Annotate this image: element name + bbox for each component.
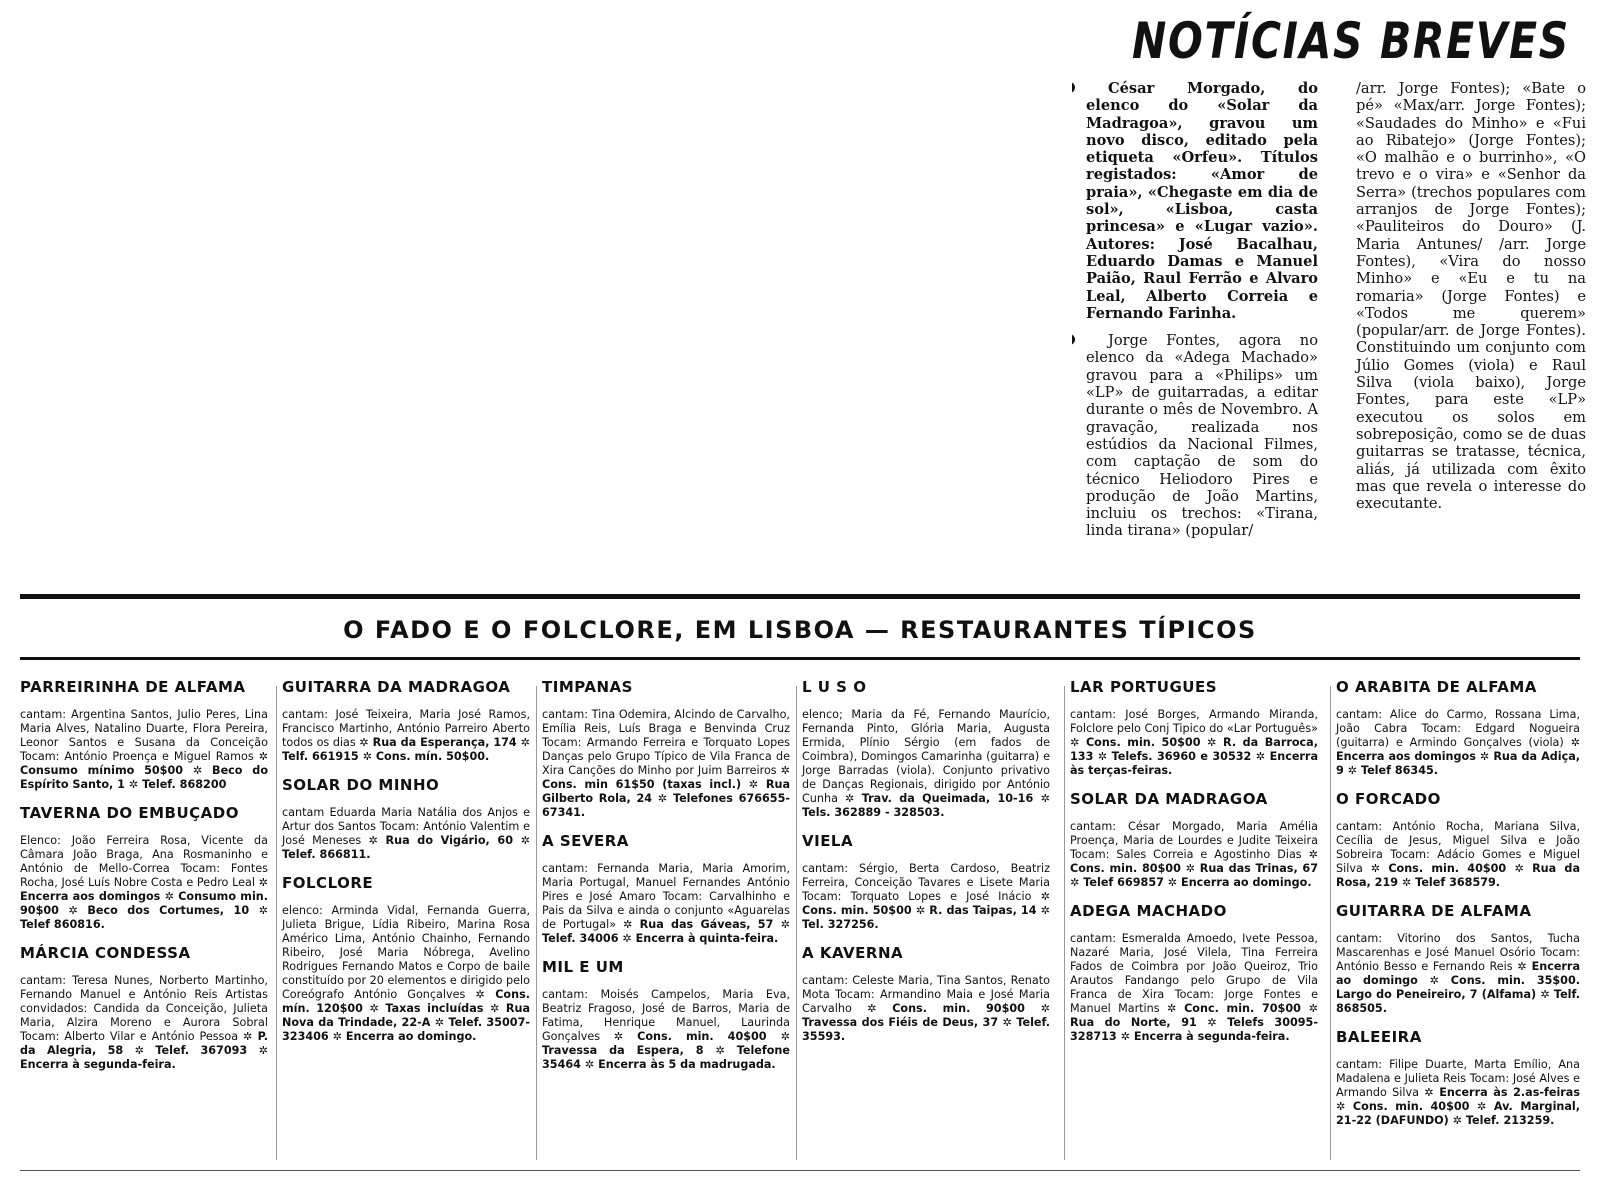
restaurant-cast: cantam Eduarda Maria Natália dos Anjos e Artur dos Santos Tocam: António Valentim e José Meneses <box>282 806 530 847</box>
news-item <box>1086 332 1318 540</box>
restaurant-details: ✲ Cons. min. 40$00 ✲ Travessa da Espera, 8 ✲ Telefone 35464 ✲ Encerra às 5 da madrugada. <box>542 1030 790 1071</box>
divider-rule <box>20 594 1580 599</box>
restaurant-details: ✲ Conc. min. 70$00 ✲ Rua do Norte, 91 ✲ Telefs 30095-328713 ✲ Encerra à segunda-feira. <box>1070 1002 1318 1043</box>
restaurant-text <box>1336 708 1580 778</box>
restaurant-text <box>1336 820 1580 890</box>
restaurant-name: FOLCLORE <box>282 874 374 892</box>
restaurant-name: A KAVERNA <box>802 944 904 962</box>
restaurant-cast: elenco; Maria da Fé, Fernando Maurício, Fernanda Pinto, Glória Maria, Augusta Ermida, Plínio Sérgio (em fados de Coimbra), Domingos Camarinha (guitarra) e Jorge Barradas (viola). Conjunto privativo de Danças Regionais, dirigido por António Cunha <box>802 708 1050 805</box>
restaurant-details: ✲ P. da Alegria, 58 ✲ Telef. 367093 ✲ Encerra à segunda-feira. <box>20 1030 269 1071</box>
restaurant-cast: cantam: César Morgado, Maria Amélia Proença, Maria de Lourdes e Judite Teixeira Tocam: Sales Correia e Agostinho Dias <box>1070 820 1318 861</box>
restaurant-details: ✲ Cons. min. 90$00 ✲ Travessa dos Fiéis de Deus, 37 ✲ Telef. 35593. <box>802 1002 1050 1043</box>
restaurant-entry <box>542 958 790 1072</box>
restaurant-entry <box>1336 678 1580 778</box>
restaurant-cast: cantam: Argentina Santos, Julio Peres, Lina Maria Alves, Natalino Duarte, Flora Pereira, Leonor Santos e Susana da Conceição Tocam: António Proença e Miguel Ramos <box>20 708 268 763</box>
restaurant-name: L U S O <box>802 678 867 696</box>
restaurant-cast: Elenco: João Ferreira Rosa, Vicente da Câmara João Braga, Ana Rosmaninho e António de Mello-Correa Tocam: Fontes Rocha, José Luís Nobre Costa e Pedro Leal <box>20 834 268 889</box>
restaurant-cast: cantam: Esmeralda Amoedo, Ivete Pessoa, Nazaré Maria, José Vilela, Tina Ferreira Fados de Coimbra por João Queiroz, Trio Arautos Fandango pelo Grupo de Vila Franca de Xira Tocam: Jorge Fontes e Manuel Martins <box>1070 932 1318 1015</box>
restaurant-name: TAVERNA DO EMBUÇADO <box>20 804 239 822</box>
restaurant-column-4 <box>802 678 1050 1056</box>
restaurant-details: ✲ Cons. min. 50$00 ✲ R. da Barroca, 133 ✲ Telefs. 36960 e 30532 ✲ Encerra às terças-feiras. <box>1070 736 1318 777</box>
restaurant-text <box>1070 932 1318 1044</box>
restaurant-column-5 <box>1070 678 1318 1056</box>
restaurant-name: SOLAR DO MINHO <box>282 776 440 794</box>
restaurant-entry <box>20 944 268 1072</box>
news-item <box>1086 80 1318 322</box>
column-divider <box>536 686 537 1160</box>
restaurant-text <box>1070 708 1318 778</box>
restaurant-details: ✲ Cons. min. 40$00 ✲ Rua da Rosa, 219 ✲ Telef 368579. <box>1336 862 1580 889</box>
restaurant-text <box>20 974 268 1072</box>
restaurant-entry <box>1070 790 1318 890</box>
news-column-left <box>1086 80 1318 550</box>
restaurant-name: A SEVERA <box>542 832 629 850</box>
restaurant-name: O FORCADO <box>1336 790 1441 808</box>
restaurant-details: ✲ Cons. min. 80$00 ✲ Rua das Trinas, 67 ✲ Telef 669857 ✲ Encerra ao domingo. <box>1070 848 1318 889</box>
restaurant-text <box>542 862 790 946</box>
restaurant-text <box>20 708 268 792</box>
restaurant-name: MIL E UM <box>542 958 624 976</box>
restaurant-cast: cantam: Fernanda Maria, Maria Amorim, Maria Portugal, Manuel Fernandes António Pires e José Amaro Tocam: Carvalhinho e Pais da Silva e ainda o conjunto «Aguarelas de Portugal» <box>542 862 790 931</box>
restaurant-details: ✲ Encerra aos domingos ✲ Consumo min. 90$00 ✲ Beco dos Cortumes, 10 ✲ Telef 860816. <box>20 876 268 931</box>
restaurant-name: MÁRCIA CONDESSA <box>20 944 191 962</box>
restaurant-cast: cantam: Teresa Nunes, Norberto Martinho, Fernando Manuel e António Reis Artistas convidados: Candida da Conceição, Julieta Maria, Alzira Moreno e Aurora Sobral Tocam: Alberto Vilar e António Pessoa <box>20 974 268 1043</box>
restaurant-cast: cantam: Celeste Maria, Tina Santos, Renato Mota Tocam: Armandino Maia e José Maria Carvalho <box>802 974 1050 1015</box>
restaurant-text <box>282 806 530 862</box>
restaurant-entry <box>1070 902 1318 1044</box>
restaurant-name: GUITARRA DE ALFAMA <box>1336 902 1532 920</box>
restaurant-column-3 <box>542 678 790 1084</box>
restaurant-cast: cantam: Moisés Campelos, Maria Eva, Beatriz Fragoso, José de Barros, Maria de Fatima, Henrique Manuel, Laurinda Gonçalves <box>542 988 790 1043</box>
column-divider <box>1330 686 1331 1160</box>
restaurant-text <box>542 988 790 1072</box>
restaurant-cast: cantam: José Teixeira, Maria José Ramos, Francisco Martinho, António Parreiro Aberto todos os dias <box>282 708 530 749</box>
restaurant-cast: cantam: António Rocha, Mariana Silva, Cecília de Jesus, Miguel Silva e João Sobreira Tocam: Adácio Gomes e Miguel Silva <box>1336 820 1580 875</box>
restaurant-text <box>282 708 530 764</box>
news-continuation: /arr. Jorge Fontes); «Bate o pé» «Max/arr. Jorge Fontes); «Saudades do Minho» e «Fui ao Ribatejo» (Jorge Fontes); «O malhão e o burrinho», «O trevo e o vira» e «Senhor da Serra» (trechos populares com arranjos de Jorge Fontes); «Pauliteiros do Douro» (J. Maria Antunes/ /arr. Jorge Fontes), «Vira do nosso Minho» e «Eu e tu na romaria» (Jorge Fontes) e «Todos me querem» (popular/arr. de Jorge Fontes). Constituindo um conjunto com Júlio Gomes (viola) e Raul Silva (viola baixo), Jorge Fontes, para este «LP» executou os solos em sobreposição, como se de duas guitarras se tratasse, técnica, aliás, já utilizada com êxito mas que revela o interesse do executante. <box>1356 80 1586 513</box>
restaurant-name: SOLAR DA MADRAGOA <box>1070 790 1268 808</box>
restaurant-entry <box>20 678 268 792</box>
restaurant-details: ✲ Cons. mín. 120$00 ✲ Taxas incluídas ✲ Rua Nova da Trindade, 22-A ✲ Telef. 35007-323406 ✲ Encerra ao domingo. <box>282 988 530 1043</box>
restaurant-details: ✲ Encerra às 2.as-feiras ✲ Cons. min. 40$00 ✲ Av. Marginal, 21-22 (DAFUNDO) ✲ Telef. 213259. <box>1336 1086 1581 1127</box>
restaurant-details: ✲ Cons. min. 50$00 ✲ R. das Taipas, 14 ✲ Tel. 327256. <box>802 890 1050 931</box>
restaurant-cast: cantam: Vitorino dos Santos, Tucha Mascarenhas e José Manuel Osório Tocam: António Besso e Fernando Reis <box>1336 932 1580 973</box>
restaurant-entry <box>542 678 790 820</box>
bullet-icon <box>1072 334 1075 345</box>
restaurant-details: ✲ Cons. min 61$50 (taxas incl.) ✲ Rua Gilberto Rola, 24 ✲ Telefones 676655-67341. <box>542 764 790 819</box>
restaurant-name: O ARABITA DE ALFAMA <box>1336 678 1537 696</box>
restaurant-name: TIMPANAS <box>542 678 633 696</box>
restaurant-details: ✲ Rua das Gáveas, 57 ✲ Telef. 34006 ✲ Encerra à quinta-feira. <box>542 918 790 945</box>
restaurant-text <box>542 708 790 820</box>
restaurant-entry <box>20 804 268 932</box>
restaurant-entry <box>542 832 790 946</box>
restaurant-column-2 <box>282 678 530 1056</box>
restaurant-details: ✲ Consumo mínimo 50$00 ✲ Beco do Espírito Santo, 1 ✲ Telef. 868200 <box>20 750 268 791</box>
news-column-right <box>1356 80 1586 512</box>
restaurant-text <box>1336 932 1580 1016</box>
restaurant-entry <box>802 944 1050 1044</box>
divider-rule <box>20 1170 1580 1171</box>
column-divider <box>1064 686 1065 1160</box>
restaurant-text <box>802 862 1050 932</box>
restaurant-entry <box>282 874 530 1044</box>
restaurant-entry <box>1336 902 1580 1016</box>
restaurant-text <box>282 904 530 1044</box>
restaurant-name: LAR PORTUGUES <box>1070 678 1218 696</box>
restaurant-entry <box>802 678 1050 820</box>
restaurant-details: ✲ Trav. da Queimada, 10-16 ✲ Tels. 362889 - 328503. <box>802 792 1050 819</box>
restaurant-entry <box>1336 1028 1580 1128</box>
restaurant-details: ✲ Rua da Esperança, 174 ✲ Telf. 661915 ✲ Cons. mín. 50$00. <box>282 736 530 763</box>
restaurant-details: ✲ Encerra ao domingo ✲ Cons. min. 35$00. Largo do Peneireiro, 7 (Alfama) ✲ Telf. 868505. <box>1336 960 1580 1015</box>
restaurant-cast: elenco: Arminda Vidal, Fernanda Guerra, Julieta Brigue, Lídia Ribeiro, Marina Rosa Américo Lima, António Chainho, Fernando Ribeiro, José Maria Nóbrega, Avelino Rodrigues Fernando Matos e Corpo de baile constituído por 20 elementos e dirigido pelo Coreógrafo António Gonçalves <box>282 904 530 1001</box>
restaurant-name: PARREIRINHA DE ALFAMA <box>20 678 246 696</box>
bullet-icon <box>1072 82 1075 93</box>
restaurant-entry <box>1070 678 1318 778</box>
noticias-breves-box <box>1072 0 1600 580</box>
restaurant-text <box>1070 820 1318 890</box>
column-divider <box>796 686 797 1160</box>
restaurant-cast: cantam: Tina Odemira, Alcindo de Carvalho, Emília Reis, Luís Braga e Benvinda Cruz Tocam: Armando Ferreira e Torquato Lopes Danças pelo Grupo Típico de Vila Franca de Xira Canções do Minho por Juim Barreiros <box>542 708 790 777</box>
restaurant-text <box>1336 1058 1580 1128</box>
restaurant-cast: cantam: Filipe Duarte, Marta Emílio, Ana Madalena e Julieta Reis Tocam: José Alves e Armando Silva <box>1336 1058 1580 1099</box>
restaurant-name: BALEEIRA <box>1336 1028 1422 1046</box>
column-divider <box>276 686 277 1160</box>
restaurant-cast: cantam: Alice do Carmo, Rossana Lima, João Cabra Tocam: Edgard Nogueira (guitarra) e Armindo Gonçalves (viola) <box>1336 708 1580 749</box>
restaurant-text <box>802 974 1050 1044</box>
restaurant-name: ADEGA MACHADO <box>1070 902 1227 920</box>
restaurant-entry <box>282 776 530 862</box>
restaurant-details: ✲ Encerra aos domingos ✲ Rua da Adiça, 9 ✲ Telef 86345. <box>1336 736 1580 777</box>
divider-rule <box>20 657 1580 660</box>
restaurant-cast: cantam: Sérgio, Berta Cardoso, Beatriz Ferreira, Conceição Tavares e Lisete Maria Tocam: Torquato Lopes e José Inácio <box>802 862 1050 903</box>
news-item-text: Jorge Fontes, agora no elenco da «Adega Machado» gravou para a «Philips» um «LP» de guitarradas, a editar durante o mês de Novembro. A gravação, realizada nos estúdios da Nacional Filmes, com captação de som do técnico Heliodoro Pires e produção de João Martins, incluiu os trechos: «Tirana, linda tirana» (popular/ <box>1086 332 1318 540</box>
news-item-text: César Morgado, do elenco do «Solar da Madragoa», gravou um novo disco, editado pela etiqueta «Orfeu». Títulos registados: «Amor de praia», «Chegaste em dia de sol», «Lisboa, casta princesa» e «Lugar vazio». Autores: José Bacalhau, Eduardo Damas e Manuel Paião, Raul Ferrão e Alvaro Leal, Alberto Correia e Fernando Farinha. <box>1086 80 1318 322</box>
restaurant-entry <box>802 832 1050 932</box>
restaurant-column-1 <box>20 678 268 1084</box>
restaurant-entry <box>282 678 530 764</box>
news-title: NOTÍCIAS BREVES <box>1132 12 1570 70</box>
restaurant-text <box>802 708 1050 820</box>
restaurant-name: GUITARRA DA MADRAGOA <box>282 678 511 696</box>
section-title: O FADO E O FOLCLORE, EM LISBOA — RESTAURANTES TÍPICOS <box>343 616 1257 644</box>
restaurant-text <box>20 834 268 932</box>
restaurant-entry <box>1336 790 1580 890</box>
restaurant-details: ✲ Rua do Vigário, 60 ✲ Telef. 866811. <box>282 834 531 861</box>
restaurant-name: VIELA <box>802 832 854 850</box>
restaurant-cast: cantam: José Borges, Armando Miranda, Folclore pelo Conj Tipico do «Lar Português» <box>1070 708 1318 735</box>
restaurant-column-6 <box>1336 678 1580 1140</box>
